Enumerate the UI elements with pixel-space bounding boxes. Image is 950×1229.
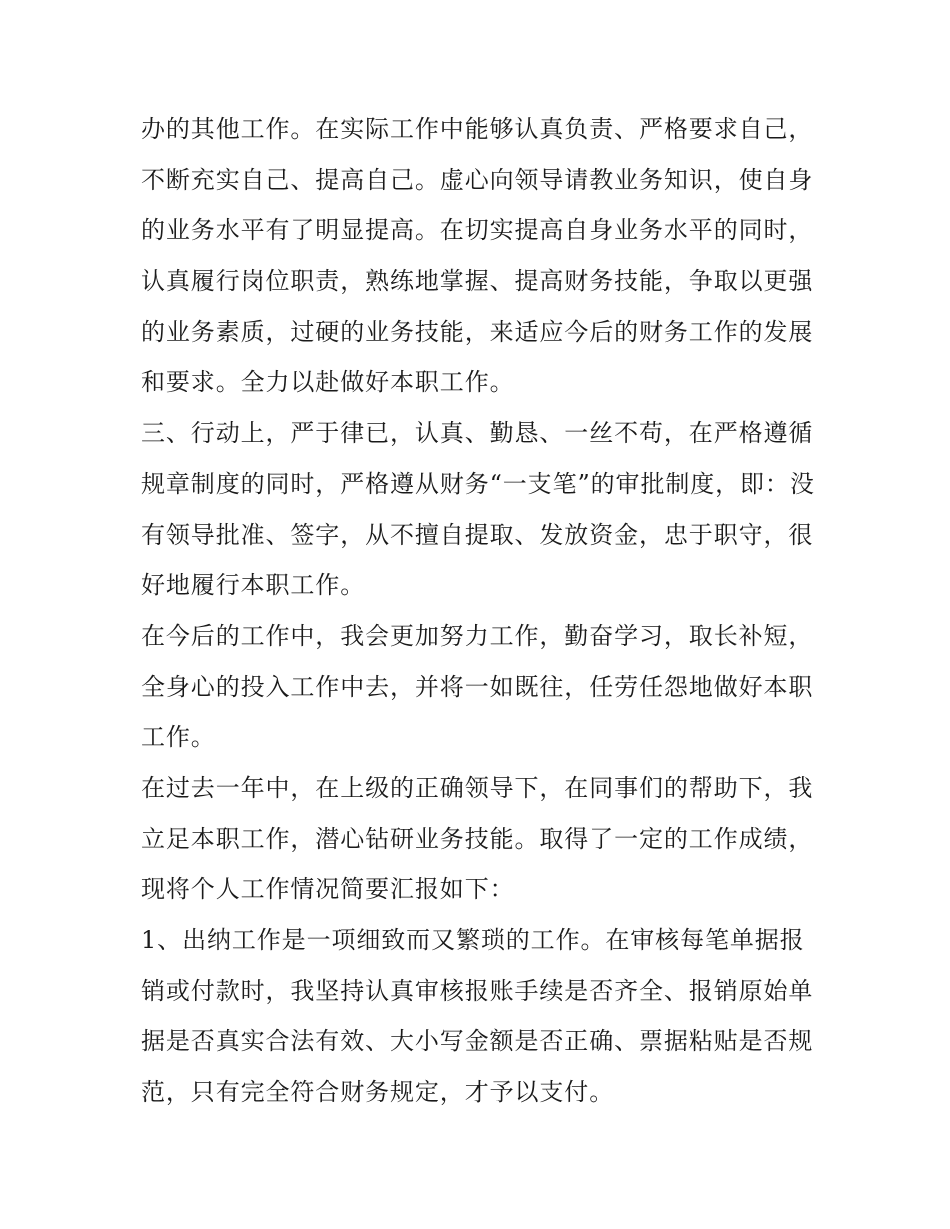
text-line: 和要求。全力以赴做好本职工作。 [141,368,515,397]
text-line: 不断充实自己、提高自己。虚心向领导请教业务知识，使自身 [141,165,814,194]
text-line: 立足本职工作，潜心钻研业务技能。取得了一定的工作成绩， [141,824,814,853]
text-line: 工作。 [141,723,216,752]
text-line: 的业务素质，过硬的业务技能，来适应今后的财务工作的发展 [141,317,814,346]
text-line: 全身心的投入工作中去，并将一如既往，任劳任怨地做好本职 [141,672,814,701]
text-line: 现将个人工作情况简要汇报如下： [141,875,515,904]
paragraph-item-one [141,915,817,1118]
paragraph-future-work [141,611,817,763]
text-line: 办的其他工作。在实际工作中能够认真负责、严格要求自己， [141,115,814,143]
text-line: 范，只有完全符合财务规定，才予以支付。 [141,1078,615,1107]
paragraph-section-three [141,408,817,611]
text-line: 的业务水平有了明显提高。在切实提高自身业务水平的同时， [141,216,814,245]
paragraph-duties [141,104,817,408]
text-line: 销或付款时，我坚持认真审核报账手续是否齐全、报销原始单 [141,976,814,1005]
text-line: 认真履行岗位职责，熟练地掌握、提高财务技能，争取以更强 [141,267,814,296]
text-line: 在今后的工作中，我会更加努力工作，勤奋学习，取长补短， [141,621,814,650]
text-line: 有领导批准、签字，从不擅自提取、发放资金，忠于职守，很 [141,520,814,549]
text-line: 在过去一年中，在上级的正确领导下，在同事们的帮助下，我 [141,773,814,802]
text-line: 1、出纳工作是一项细致而又繁琐的工作。在审核每笔单据报 [141,926,805,954]
document-body [141,104,817,1118]
paragraph-past-year [141,763,817,915]
text-line: 好地履行本职工作。 [141,571,366,600]
text-line: 据是否真实合法有效、大小写金额是否正确、票据粘贴是否规 [141,1027,814,1056]
text-line: 三、行动上，严于律已，认真、勤恳、一丝不苟，在严格遵循 [141,419,814,448]
text-line: 规章制度的同时，严格遵从财务“一支笔”的审批制度，即：没 [141,469,815,498]
